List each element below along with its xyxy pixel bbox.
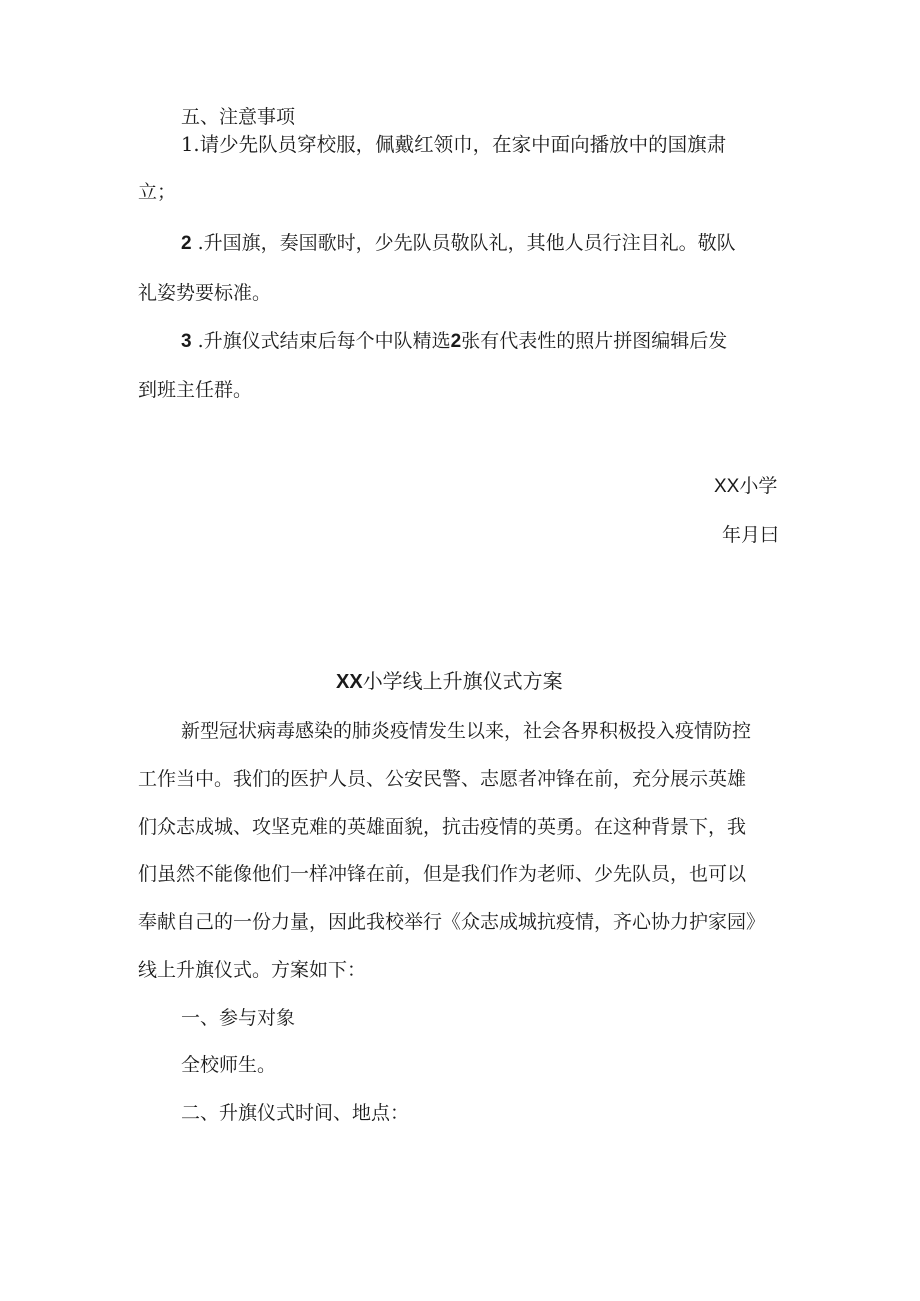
item3-number: 3	[181, 331, 192, 352]
item1-line1: 1.请少先队员穿校服，佩戴红领巾，在家中面向播放中的国旗肃	[181, 133, 727, 156]
item3-line1	[181, 329, 727, 354]
item1-line2: 立；	[138, 181, 177, 203]
item3-text-b: 张有代表性的照片拼图编辑后发	[461, 330, 728, 352]
item3-line2: 到班主任群。	[138, 379, 253, 401]
item2-text: .升国旗，奏国歌时，少先队员敬队礼，其他人员行注目礼。敬队	[197, 232, 736, 254]
signature-date: 年月曰	[722, 524, 780, 546]
section5-heading: 五、注意事项	[181, 106, 296, 128]
signature-school-suffix: 小学	[739, 475, 778, 497]
signature-school	[714, 474, 777, 499]
doc2-intro-line-1: 新型冠状病毒感染的肺炎疫情发生以来，社会各界积极投入疫情防控	[181, 720, 752, 742]
doc2-intro-line-4: 们虽然不能像他们一样冲锋在前，但是我们作为老师、少先队员，也可以	[138, 863, 747, 885]
item2-line2: 礼姿势要标准。	[138, 282, 272, 304]
doc2-section1-body: 全校师生。	[181, 1054, 277, 1076]
doc2-title-prefix: XX	[336, 671, 363, 693]
item2-line1	[181, 231, 736, 256]
item3-text-a: .升旗仪式结束后每个中队精选	[197, 330, 451, 352]
doc2-section1-heading: 一、参与对象	[181, 1007, 296, 1029]
item3-photo-count: 2	[450, 331, 462, 352]
item2-number: 2	[181, 233, 192, 254]
signature-school-prefix: XX	[714, 476, 740, 497]
doc2-intro-line-6: 线上升旗仪式。方案如下：	[138, 959, 367, 981]
doc2-title-suffix: 小学线上升旗仪式方案	[362, 669, 563, 693]
doc2-section2-heading: 二、升旗仪式时间、地点：	[181, 1102, 410, 1124]
doc2-intro-line-3: 们众志成城、攻坚克难的英雄面貌，抗击疫情的英勇。在这种背景下，我	[138, 816, 747, 838]
doc2-title	[336, 669, 563, 694]
doc2-intro-line-5: 奉献自己的一份力量，因此我校举行《众志成城抗疫情，齐心协力护家园》	[138, 911, 766, 933]
doc2-intro-line-2: 工作当中。我们的医护人员、公安民警、志愿者冲锋在前，充分展示英雄	[138, 768, 747, 790]
